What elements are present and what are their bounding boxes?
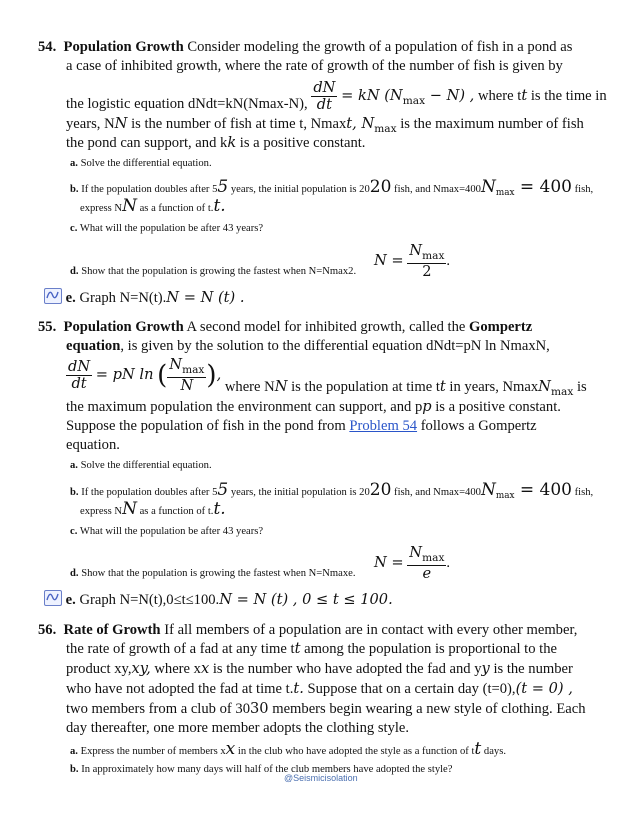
math-equation: N = N (t) .: [166, 289, 245, 306]
p55-line5: [66, 417, 537, 435]
p55-line3-text: [224, 377, 587, 398]
text: Suppose that on a certain day (t=0),: [303, 681, 516, 697]
text: members begin wearing a new style of clothing. Each: [268, 701, 586, 717]
math-symbol: N: [122, 196, 137, 216]
math-number: 20: [369, 480, 392, 500]
part-label: b.: [70, 184, 79, 195]
math-symbol: N: [480, 177, 496, 197]
math-symbol: N: [480, 480, 496, 500]
text: What will the population be after 43 years?: [77, 223, 264, 234]
text: is a positive constant.: [236, 135, 366, 151]
math-lhs: N =: [374, 553, 404, 571]
p54-part-b2: [80, 196, 226, 216]
subscript: max: [374, 122, 397, 135]
text: Solve the differential equation.: [77, 460, 212, 471]
text: Consider modeling the growth of a population of fish in a pond as: [183, 39, 573, 55]
p54-line3: [66, 80, 607, 116]
p55-part-e: [44, 590, 393, 609]
text: Solve the differential equation.: [77, 158, 212, 169]
part-label: d.: [70, 266, 79, 277]
subscript: max: [402, 94, 426, 107]
p56-line2: [66, 640, 557, 658]
text: fish,: [571, 487, 594, 498]
p55-part-a: [70, 459, 212, 473]
nmax-over-n-fraction: [167, 357, 206, 394]
part-label: a.: [70, 746, 78, 757]
p56-line5: [66, 700, 586, 718]
text: is the number of fish at time t, Nmax: [127, 116, 347, 132]
numerator: N: [409, 544, 423, 561]
math-symbol: t: [439, 377, 446, 395]
math-symbol: t, N: [346, 115, 375, 132]
punct: ,: [216, 365, 222, 383]
text: express N: [80, 203, 123, 214]
text: day thereafter, one more member adopts the clothing style.: [66, 720, 410, 736]
text: What will the population be after 43 years?: [77, 526, 264, 537]
p55-part-d: [70, 567, 356, 581]
text: two members from a club of 30: [66, 701, 250, 717]
p55-d-equation: [374, 545, 450, 582]
numerator: N: [169, 356, 183, 373]
text: the logistic equation dNdt=kN(Nmax-N),: [66, 95, 312, 112]
denominator: dt: [71, 374, 87, 392]
p54-line2: [66, 57, 563, 75]
p56-line3: [66, 660, 573, 678]
text: fish,: [571, 184, 594, 195]
text: If the population doubles after 5: [78, 184, 218, 195]
numerator: N: [409, 242, 423, 259]
part-label: c.: [70, 223, 78, 234]
text: years, the initial population is 20: [228, 184, 370, 195]
math-number: 5: [217, 480, 229, 500]
text: Graph N=N(t).: [75, 290, 167, 306]
text: is the number: [489, 661, 573, 677]
part-label: c.: [70, 526, 78, 537]
math-symbol: t: [474, 739, 482, 759]
p55-line2: [66, 337, 550, 355]
watermark: @Seismicisolation: [284, 773, 358, 783]
math-symbol: t.: [213, 196, 226, 216]
math-equation: N = N (t) , 0 ≤ t ≤ 100.: [219, 591, 393, 608]
equation-end: − N) ,: [425, 86, 475, 104]
text: If all members of a population are in contact with every other member,: [160, 622, 578, 638]
p55-part-b2: [80, 499, 226, 519]
text: Show that the population is growing the fastest when N=Nmax2.: [78, 266, 357, 277]
part-label: a.: [70, 460, 78, 471]
part-label: e.: [65, 290, 76, 306]
punct: .: [446, 252, 451, 269]
text: where N: [224, 378, 275, 395]
problem-number: 56.: [38, 622, 57, 638]
math-symbol: p: [422, 398, 432, 415]
p55-line4: [66, 398, 561, 416]
numerator: dN: [313, 79, 336, 96]
text: product xy,: [66, 661, 132, 677]
math-symbol: N: [538, 377, 551, 395]
part-label: a.: [70, 158, 78, 169]
p56-line4: [66, 680, 573, 698]
math-symbol: N: [114, 115, 128, 132]
math-number: 20: [369, 177, 392, 197]
p56-part-a: [70, 739, 506, 759]
p56-line6: [66, 719, 409, 737]
p54-part-c: [70, 222, 263, 236]
problem-title: Population Growth: [63, 319, 184, 335]
problem-number: 55.: [38, 319, 57, 335]
math-symbol: t.: [293, 680, 304, 697]
math-symbol: xy,: [131, 660, 151, 677]
text: Graph N=N(t),0≤t≤100.: [75, 592, 220, 608]
p55-line6: [66, 436, 120, 454]
text: Show that the population is growing the fastest when N=Nmaxe.: [78, 568, 356, 579]
equation-rhs: = kN (N: [341, 86, 403, 104]
math-symbol: y: [481, 660, 490, 677]
text: where x: [150, 661, 201, 677]
math-symbol: x: [200, 660, 210, 677]
p56-line1: [38, 621, 577, 639]
p54-d-equation: [374, 243, 450, 280]
text: follows a Gompertz: [417, 418, 537, 434]
text: as a function of t.: [136, 203, 214, 214]
math-symbol: N: [274, 377, 288, 395]
text: Suppose the population of fish in the pond from: [66, 418, 350, 434]
text: is the population at time t: [287, 378, 440, 395]
text: A second model for inhibited growth, called the: [183, 319, 470, 335]
problem-title: Population Growth: [63, 39, 184, 55]
p54-part-b: [70, 177, 594, 200]
text: fish, and Nmax=400: [391, 487, 481, 498]
text: among the population is proportional to the: [300, 641, 558, 657]
text: is a positive constant.: [431, 399, 561, 415]
term: equation: [66, 338, 121, 354]
subscript: max: [422, 551, 445, 564]
p55-line3: $\frac{dN}{dt}$ = pN ln ( $\frac{N_{max}}{N}$ ), where NN is the population at time tt in years, NmaxN$_{max}$ is: [68, 356, 587, 398]
graph-icon[interactable]: [44, 590, 62, 606]
text: is the time in: [527, 87, 607, 104]
p55-line1: [38, 318, 532, 336]
part-label: e.: [65, 592, 76, 608]
text: In approximately how many days will half of the club members have adopted the style?: [78, 764, 453, 775]
p54-line1: [38, 38, 572, 56]
denominator: N: [180, 376, 194, 394]
part-label: d.: [70, 568, 79, 579]
problem-54-link[interactable]: Problem 54: [349, 418, 418, 434]
subscript: max: [495, 188, 515, 199]
text: fish, and Nmax=400: [391, 184, 481, 195]
text: is the number who have adopted the fad and y: [209, 661, 482, 677]
p54-line4: [66, 115, 584, 136]
text: years, N: [66, 116, 115, 132]
denominator: 2: [422, 262, 432, 280]
text: years, the initial population is 20: [228, 487, 370, 498]
problem-title: Rate of Growth: [63, 622, 161, 638]
gompertz-lhs-fraction: [66, 359, 92, 392]
subscript: max: [550, 385, 574, 398]
subscript: max: [495, 491, 515, 502]
text: in years, Nmax: [445, 378, 539, 395]
text: is: [573, 378, 587, 395]
graph-icon[interactable]: [44, 288, 62, 304]
text: the pond can support, and k: [66, 135, 228, 151]
math-symbol: x: [225, 739, 236, 759]
text: the rate of growth of a fad at any time t: [66, 641, 295, 657]
text: a case of inhibited growth, where the rate of growth of the number of fish is given by: [66, 58, 563, 74]
math-symbol: t.: [213, 499, 226, 519]
text: days.: [481, 746, 506, 757]
text: If the population doubles after 5: [78, 487, 218, 498]
text: in the club who have adopted the style as a function of t: [235, 746, 475, 757]
math-symbol: t: [294, 640, 301, 657]
text: the maximum population the environment can support, and p: [66, 399, 423, 415]
part-label: b.: [70, 764, 79, 775]
nmax-over-2-fraction: [407, 243, 446, 280]
text: as a function of t.: [136, 506, 214, 517]
denominator: dt: [316, 96, 333, 113]
denominator: e: [422, 564, 432, 582]
logistic-fraction: [311, 80, 337, 113]
text: express N: [80, 506, 123, 517]
text: who have not adopted the fad at time t.: [66, 681, 294, 697]
subscript: max: [422, 249, 445, 262]
text: is the maximum number of fish: [396, 116, 584, 132]
math-lhs: N =: [374, 251, 404, 269]
math-value: = 400: [514, 480, 572, 500]
math-number: 30: [250, 700, 269, 717]
p56-part-b: [70, 763, 452, 777]
math-symbol: t: [521, 86, 528, 104]
subscript: max: [182, 363, 205, 376]
p54-part-e: [44, 288, 245, 307]
text: Express the number of members x: [77, 746, 226, 757]
numerator: dN: [68, 357, 91, 375]
p54-line5: [66, 134, 365, 152]
p55-part-b: [70, 480, 594, 503]
p54-part-d: [70, 265, 356, 279]
math-equation: (t = 0) ,: [515, 680, 573, 697]
punct: .: [446, 554, 451, 571]
math-symbol: k: [227, 134, 237, 151]
math-value: = 400: [514, 177, 572, 197]
math-text: = pN ln: [95, 365, 154, 383]
math-number: 5: [217, 177, 229, 197]
text: equation.: [66, 437, 120, 453]
nmax-over-e-fraction: [407, 545, 446, 582]
p55-part-c: [70, 525, 263, 539]
math-symbol: N: [122, 499, 137, 519]
text: , is given by the solution to the differential equation dNdt=pN ln NmaxN,: [120, 338, 550, 354]
text: where t: [477, 87, 522, 104]
p54-part-a: [70, 157, 212, 171]
part-label: b.: [70, 487, 79, 498]
term: Gompertz: [469, 319, 533, 335]
problem-number: 54.: [38, 39, 57, 55]
